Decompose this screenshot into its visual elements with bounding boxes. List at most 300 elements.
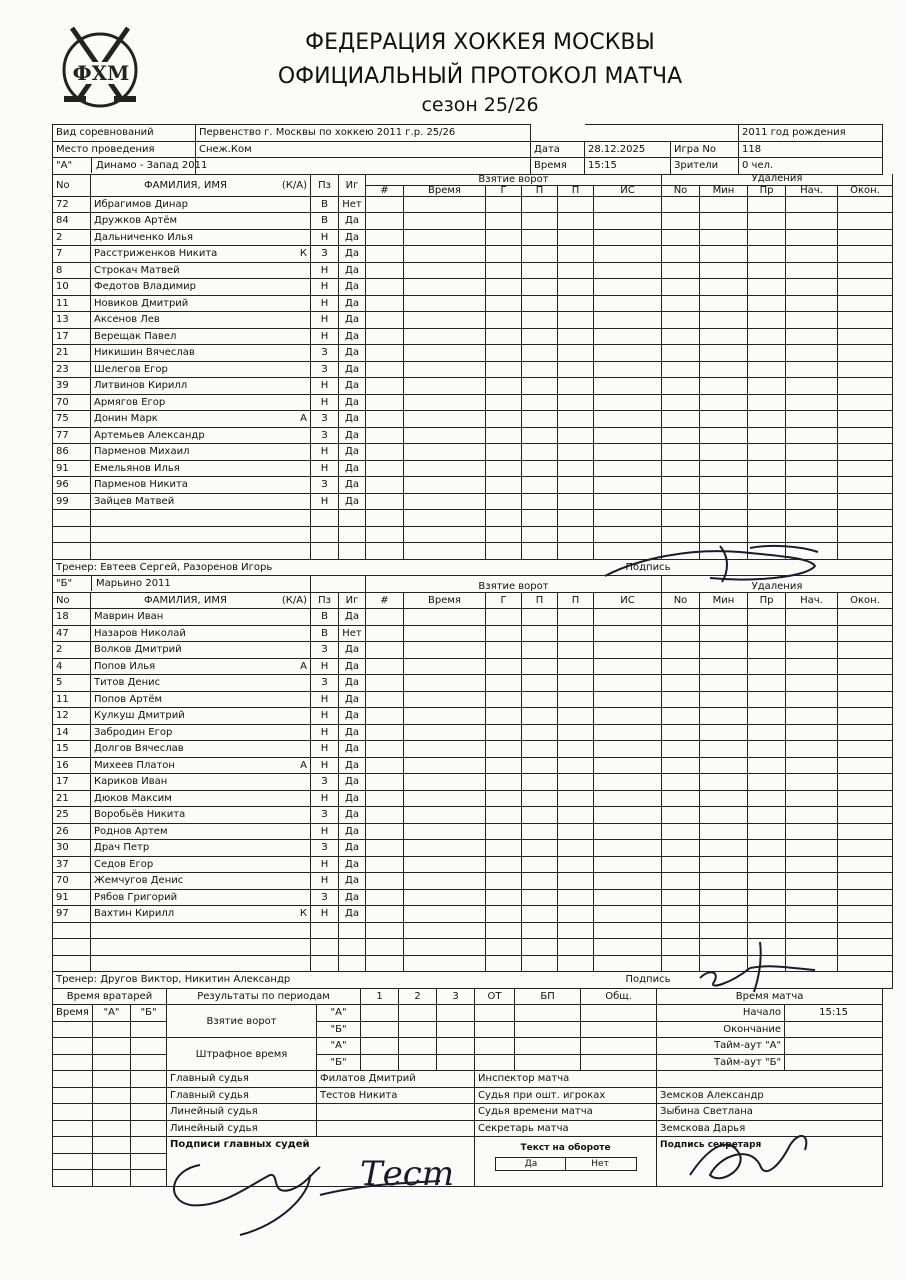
empty-cell [662,691,700,708]
empty-cell [748,411,786,428]
player-name: Литвинов Кирилл [91,378,311,395]
empty-cell [486,526,522,543]
empty-cell [748,477,786,494]
player-name: Дружков Артём [91,213,311,230]
teamA-sign-label: Подпись [625,561,671,573]
empty-cell [404,460,486,477]
col-pz: Пз [311,174,339,196]
empty-cell [486,411,522,428]
empty-cell [748,955,786,972]
player-position: Н [311,790,339,807]
empty-cell [404,873,486,890]
empty-cell [838,279,893,296]
empty-cell [558,543,594,560]
empty-cell [522,741,558,758]
empty-cell [366,262,404,279]
player-position: Н [311,873,339,890]
empty-cell [558,906,594,923]
empty-cell [404,658,486,675]
empty-cell [558,939,594,956]
player-position [311,955,339,972]
empty-cell [786,790,838,807]
player-number: 86 [53,444,91,461]
empty-cell [786,411,838,428]
player-played: Да [339,427,366,444]
player-position: Н [311,262,339,279]
empty-cell [786,312,838,329]
empty-cell [748,510,786,527]
empty-cell [748,757,786,774]
empty-cell [662,675,700,692]
period-3: 3 [437,988,475,1005]
empty-cell [662,889,700,906]
player-played: Да [339,724,366,741]
empty-cell [558,840,594,857]
empty-cell [522,295,558,312]
empty-cell [786,543,838,560]
empty-cell [366,708,404,725]
empty-cell [404,246,486,263]
empty-cell [366,955,404,972]
empty-cell [558,955,594,972]
player-position [311,510,339,527]
empty-cell [404,642,486,659]
empty-cell [486,361,522,378]
empty-cell [786,526,838,543]
col-pr: Пр [748,185,786,196]
empty-cell [786,609,838,626]
empty-cell [748,361,786,378]
empty-cell [366,526,404,543]
empty-cell [662,262,700,279]
teamB-player-row [53,939,893,956]
empty-cell [404,427,486,444]
empty-cell [594,873,662,890]
empty-cell [486,279,522,296]
player-position: Н [311,658,339,675]
match-time-label: Время матча [657,988,883,1005]
empty-cell [700,642,748,659]
empty-cell [838,906,893,923]
empty-cell [838,262,893,279]
empty-cell [522,955,558,972]
player-position: Н [311,691,339,708]
player-name: Верещак Павел [91,328,311,345]
empty-cell [786,444,838,461]
empty-cell [594,213,662,230]
game-value: 118 [739,141,883,158]
empty-cell [786,807,838,824]
col-hash: # [366,185,404,196]
empty-cell [558,625,594,642]
player-name: Новиков Дмитрий [91,295,311,312]
empty-cell [700,295,748,312]
empty-cell [558,427,594,444]
empty-cell [594,378,662,395]
empty-cell [558,889,594,906]
empty-cell [838,444,893,461]
end-label: Окончание [657,1021,785,1038]
player-position: З [311,345,339,362]
empty-cell [838,196,893,213]
player-number [53,510,91,527]
empty-cell [700,411,748,428]
player-position: З [311,477,339,494]
player-name: Жемчугов Денис [91,873,311,890]
empty-cell [558,460,594,477]
player-played: Да [339,774,366,791]
player-played: Да [339,262,366,279]
player-name [91,955,311,972]
teamB-player-row [53,955,893,972]
empty-cell [404,378,486,395]
empty-cell [594,906,662,923]
empty-cell [486,889,522,906]
empty-cell [786,427,838,444]
player-played: Да [339,906,366,923]
player-played: Да [339,312,366,329]
player-name: Долгов Вячеслав [91,741,311,758]
comp-label: Вид соревнований [53,125,196,142]
player-name: Парменов Никита [91,477,311,494]
colB-pno: No [662,592,700,609]
ref-signature-text: Тест [360,1154,455,1194]
teamA-player-row [53,295,893,312]
player-played: Да [339,823,366,840]
empty-cell [838,609,893,626]
empty-cell [786,460,838,477]
sum-pen-a: "А" [317,1038,361,1055]
colB-is: ИС [594,592,662,609]
empty-cell [522,543,558,560]
player-number [53,939,91,956]
empty-cell [404,543,486,560]
player-number: 26 [53,823,91,840]
empty-cell [700,394,748,411]
empty-cell [594,757,662,774]
empty-cell [558,658,594,675]
player-name: Шелегов Егор [91,361,311,378]
colB-min: Мин [700,592,748,609]
empty-cell [748,691,786,708]
period-ot: ОТ [475,988,515,1005]
empty-cell [558,328,594,345]
empty-cell [838,378,893,395]
player-position: З [311,642,339,659]
empty-cell [748,394,786,411]
empty-cell [594,922,662,939]
ref-sign-label: Подписи главных судей [170,1139,310,1150]
teamB-player-row [53,724,893,741]
empty-cell [662,873,700,890]
empty-cell [748,724,786,741]
teamA-table [52,174,893,989]
player-number: 84 [53,213,91,230]
empty-cell [558,724,594,741]
empty-cell [522,262,558,279]
colB-time: Время [404,592,486,609]
teamA-player-row [53,444,893,461]
empty-cell [404,526,486,543]
empty-cell [486,906,522,923]
player-number: 11 [53,295,91,312]
empty-cell [786,477,838,494]
player-played: Да [339,493,366,510]
player-played [339,922,366,939]
empty-cell [404,411,486,428]
player-name: Попов Илья А [91,658,311,675]
empty-cell [558,345,594,362]
teamA-player-row [53,510,893,527]
player-number: 7 [53,246,91,263]
player-position: Н [311,328,339,345]
empty-cell [486,229,522,246]
player-number: 30 [53,840,91,857]
empty-cell [748,444,786,461]
secretary-value: Земскова Дарья [657,1120,883,1137]
empty-cell [700,724,748,741]
empty-cell [486,427,522,444]
player-number: 8 [53,262,91,279]
player-number: 17 [53,774,91,791]
player-played: Да [339,675,366,692]
empty-cell [522,510,558,527]
teamB-player-row [53,774,893,791]
player-position: Н [311,906,339,923]
player-played: Да [339,691,366,708]
empty-cell [404,757,486,774]
empty-cell [594,658,662,675]
col-start: Нач. [786,185,838,196]
teamB-sign-cell [625,972,893,989]
player-position [311,526,339,543]
player-position: З [311,246,339,263]
empty-cell [486,658,522,675]
empty-cell [700,493,748,510]
teamA-player-row [53,246,893,263]
empty-cell [662,312,700,329]
empty-cell [700,526,748,543]
empty-cell [366,246,404,263]
player-position: З [311,411,339,428]
empty-cell [700,229,748,246]
teamB-player-row [53,658,893,675]
player-name: Ибрагимов Динар [91,196,311,213]
empty-cell [594,427,662,444]
empty-cell [522,774,558,791]
empty-cell [404,609,486,626]
player-name: Рябов Григорий [91,889,311,906]
empty-cell [522,378,558,395]
empty-cell [700,906,748,923]
empty-cell [662,444,700,461]
secretary-sign-label: Подпись секретаря [660,1140,762,1150]
player-played: Да [339,444,366,461]
empty-cell [558,213,594,230]
player-name: Армягов Егор [91,394,311,411]
empty-cell [748,625,786,642]
empty-cell [366,460,404,477]
empty-cell [748,658,786,675]
empty-cell [486,955,522,972]
empty-cell [594,675,662,692]
back-text-label: Текст на обороте [520,1143,611,1153]
empty-cell [486,345,522,362]
empty-cell [700,889,748,906]
col-p2: П [558,185,594,196]
empty-cell [366,675,404,692]
empty-cell [594,856,662,873]
empty-cell [594,460,662,477]
empty-cell [700,708,748,725]
player-role: К [299,908,307,920]
empty-cell [486,328,522,345]
empty-cell [486,295,522,312]
empty-cell [366,328,404,345]
colB-pr: Пр [748,592,786,609]
empty-cell [558,279,594,296]
main-ref-1: Филатов Дмитрий [317,1071,475,1088]
empty-cell [748,328,786,345]
player-number: 91 [53,460,91,477]
player-number: 4 [53,658,91,675]
empty-cell [748,642,786,659]
empty-cell [594,262,662,279]
col-min: Мин [700,185,748,196]
empty-cell [662,543,700,560]
player-played: Да [339,807,366,824]
empty-cell [404,675,486,692]
player-number: 25 [53,807,91,824]
inspector-label: Инспектор матча [475,1071,657,1088]
player-position: З [311,361,339,378]
teamA-player-row [53,213,893,230]
empty-cell [786,510,838,527]
empty-cell [404,939,486,956]
empty-cell [748,229,786,246]
player-name: Волков Дмитрий [91,642,311,659]
back-no[interactable]: Нет [591,1159,609,1169]
empty-cell [486,625,522,642]
empty-cell [366,939,404,956]
empty-cell [662,477,700,494]
empty-cell [404,345,486,362]
empty-cell [404,724,486,741]
player-number: 47 [53,625,91,642]
empty-cell [786,955,838,972]
player-played: Да [339,295,366,312]
player-name: Дальниченко Илья [91,229,311,246]
time-label: Время [531,158,585,175]
empty-cell [594,196,662,213]
teamB-player-row [53,642,893,659]
player-number: 14 [53,724,91,741]
period-1: 1 [361,988,399,1005]
empty-cell [838,807,893,824]
empty-cell [522,411,558,428]
player-position [311,939,339,956]
empty-cell [786,658,838,675]
gk-col-a: "А" [93,1005,131,1022]
empty-cell [522,691,558,708]
empty-cell [786,295,838,312]
pen-title: Удаления [662,174,893,185]
teamA-player-row [53,378,893,395]
empty-cell [404,823,486,840]
player-position: Н [311,279,339,296]
empty-cell [748,906,786,923]
start-label: Начало [657,1005,785,1022]
empty-cell [594,823,662,840]
player-position: Н [311,460,339,477]
empty-cell [404,955,486,972]
empty-cell [700,774,748,791]
player-name [91,526,311,543]
empty-cell [366,658,404,675]
empty-cell [486,493,522,510]
empty-cell [786,774,838,791]
empty-cell [662,411,700,428]
logo-text: ФХМ [72,61,130,85]
teamA-sign-cell [625,559,893,576]
empty-cell [662,625,700,642]
empty-cell [700,427,748,444]
teamA-player-row [53,543,893,560]
empty-cell [838,460,893,477]
empty-cell [486,708,522,725]
empty-cell [662,510,700,527]
empty-cell [366,213,404,230]
empty-cell [594,345,662,362]
player-position: В [311,213,339,230]
gk-col-b: "Б" [131,1005,167,1022]
player-name: Назаров Николай [91,625,311,642]
player-number: 13 [53,312,91,329]
empty-cell [748,675,786,692]
empty-cell [486,873,522,890]
empty-cell [366,774,404,791]
empty-cell [366,889,404,906]
empty-cell [700,922,748,939]
player-name: Кулкуш Дмитрий [91,708,311,725]
empty-cell [700,213,748,230]
year-value: 2011 год рождения [739,125,883,142]
empty-cell [366,724,404,741]
player-number: 10 [53,279,91,296]
empty-cell [594,625,662,642]
empty-cell [404,906,486,923]
empty-cell [404,477,486,494]
teamB-name: Марьино 2011 [91,576,310,591]
empty-cell [594,543,662,560]
player-played: Да [339,477,366,494]
back-yes[interactable]: Да [497,1158,566,1170]
empty-cell [838,675,893,692]
empty-cell [662,196,700,213]
player-played: Да [339,361,366,378]
empty-cell [558,411,594,428]
empty-cell [748,856,786,873]
timeout-b-label: Тайм-аут "Б" [657,1054,785,1071]
empty-cell [838,840,893,857]
empty-cell [838,939,893,956]
player-number: 5 [53,675,91,692]
main-ref-label-1: Главный судья [167,1071,317,1088]
player-name: Михеев Платон А [91,757,311,774]
empty-cell [838,526,893,543]
teamB-sign-label: Подпись [625,974,671,986]
empty-cell [748,873,786,890]
